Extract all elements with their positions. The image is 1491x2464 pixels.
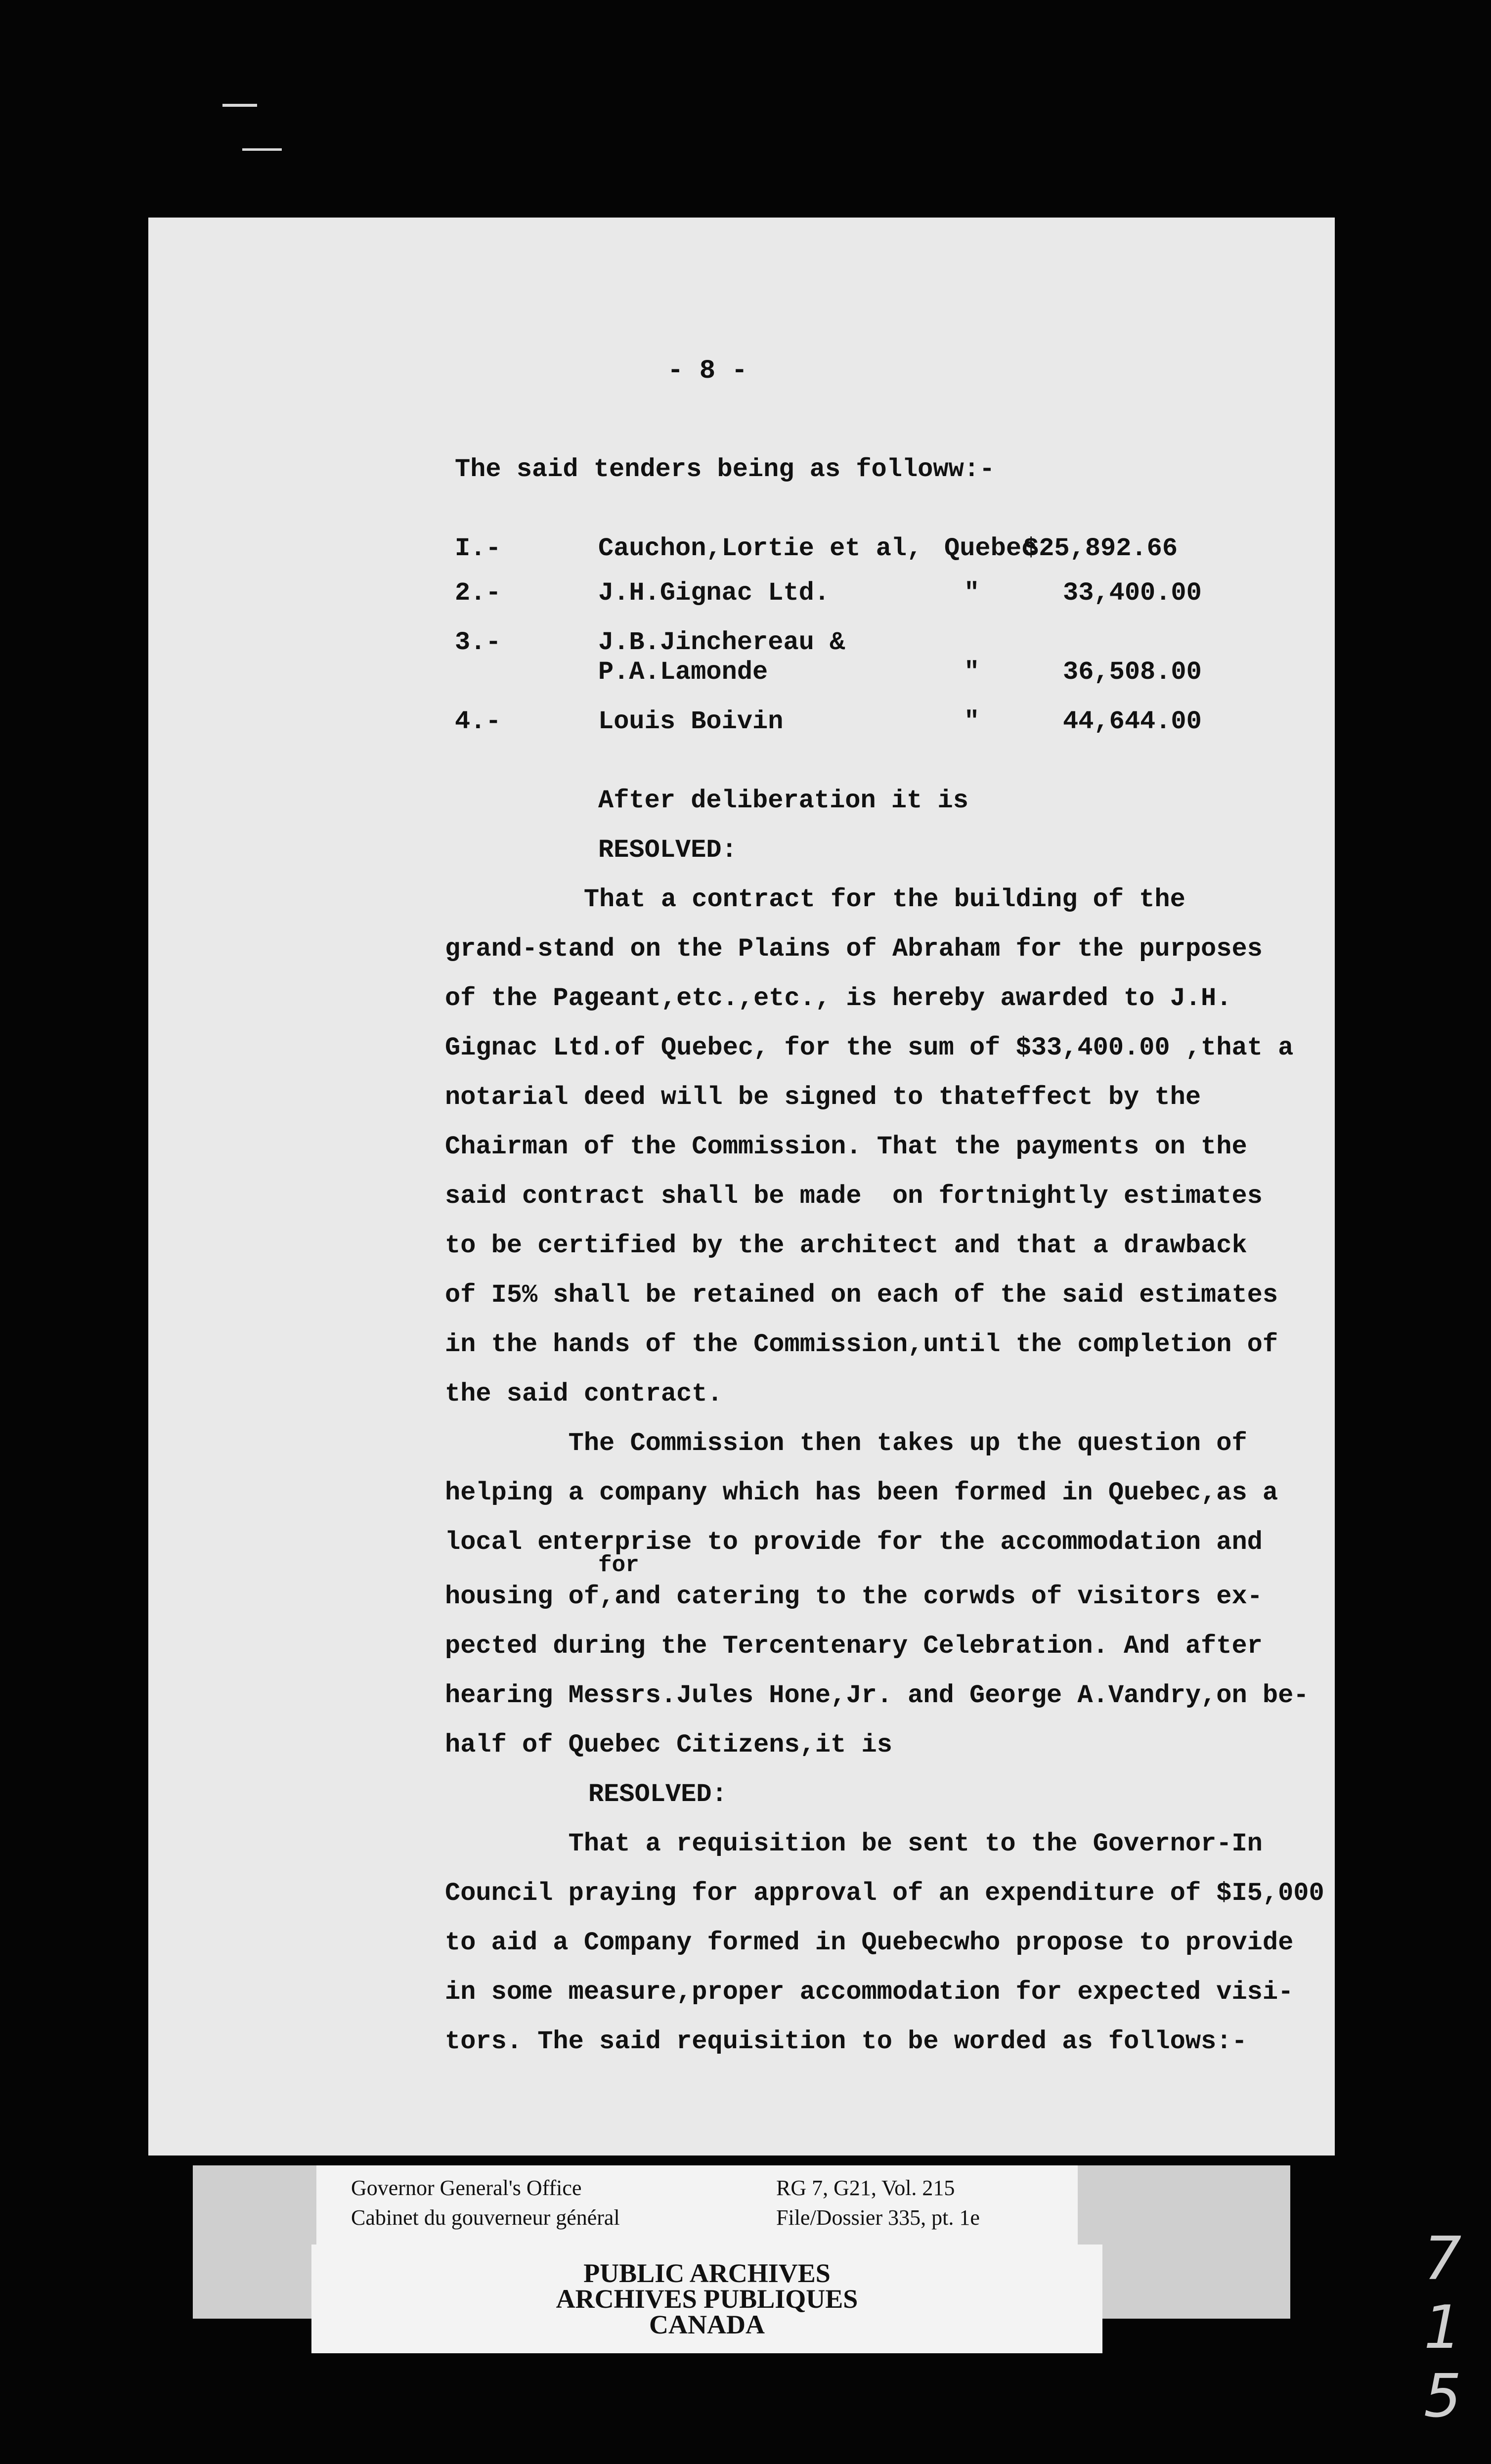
- record-group: RG 7, G21, Vol. 215: [776, 2176, 955, 2200]
- office-french: Cabinet du gouverneur général: [351, 2205, 620, 2230]
- tender-name-continued: P.A.Lamonde: [598, 658, 768, 687]
- tender-place: ": [964, 578, 980, 608]
- text-line: of the Pageant,etc.,etc., is hereby awarded to J.H.: [445, 984, 1232, 1013]
- tender-row: [148, 658, 1335, 687]
- text-line: to be certified by the architect and that a drawback: [445, 1231, 1247, 1260]
- tender-number: 2.-: [455, 578, 501, 608]
- text-line: housing of,and catering to the corwds of visitors ex-: [445, 1582, 1263, 1611]
- public-archives-stamp: [311, 2244, 1102, 2353]
- text-line: to aid a Company formed in Quebecwho propose to provide: [445, 1928, 1294, 1957]
- resolved-heading: RESOLVED:: [598, 836, 737, 865]
- office-english: Governor General's Office: [351, 2176, 582, 2200]
- tender-amount: 33,400.00: [1063, 578, 1202, 608]
- tender-place: ": [964, 658, 980, 687]
- archive-label-strip: [193, 2165, 1290, 2339]
- microfilm-frame-number: 7 1 5: [1424, 2225, 1462, 2431]
- film-scratch: [242, 148, 282, 151]
- tenders-intro: The said tenders being as followw:-: [455, 455, 995, 484]
- archives-line-french: ARCHIVES PUBLIQUES: [556, 2284, 858, 2314]
- tender-amount: $25,892.66: [1023, 534, 1178, 563]
- archives-line-country: CANADA: [649, 2310, 765, 2339]
- text-line: The Commission then takes up the question of: [445, 1429, 1247, 1458]
- handwritten-insertion: for: [598, 1552, 639, 1578]
- text-line: That a contract for the building of the: [445, 885, 1185, 914]
- tender-amount: 44,644.00: [1063, 707, 1202, 736]
- text-line: Gignac Ltd.of Quebec, for the sum of $33,400.00 ,that a: [445, 1033, 1294, 1062]
- text-line: helping a company which has been formed in Quebec,as a: [445, 1478, 1278, 1507]
- tender-name: J.H.Gignac Ltd.: [598, 578, 830, 608]
- text-line: notarial deed will be signed to thateffect by the: [445, 1083, 1201, 1112]
- text-line: in the hands of the Commission,until the completion of: [445, 1330, 1278, 1359]
- tender-number: 4.-: [455, 707, 501, 736]
- text-line: hearing Messrs.Jules Hone,Jr. and George A.Vandry,on be-: [445, 1681, 1309, 1710]
- text-line: of I5% shall be retained on each of the said estimates: [445, 1280, 1278, 1310]
- tender-place: ": [964, 707, 980, 736]
- tender-row: [148, 628, 1335, 658]
- tender-name: J.B.Jinchereau &: [598, 628, 845, 657]
- text-line: local enterprise to provide for the accommodation and: [445, 1528, 1263, 1557]
- archives-line-english: PUBLIC ARCHIVES: [583, 2258, 831, 2288]
- tender-place: Quebec: [944, 534, 1037, 563]
- tender-number: 3.-: [455, 628, 501, 657]
- tender-name: Louis Boivin: [598, 707, 784, 736]
- text-line: said contract shall be made on fortnightly estimates: [445, 1182, 1263, 1211]
- text-line: grand-stand on the Plains of Abraham for the purposes: [445, 934, 1263, 964]
- file-dossier: File/Dossier 335, pt. 1e: [776, 2205, 980, 2230]
- film-scratch: [222, 104, 257, 107]
- tender-row: [148, 534, 1335, 564]
- tender-number: I.-: [455, 534, 501, 563]
- text-line: Council praying for approval of an expenditure of $I5,000: [445, 1879, 1324, 1908]
- text-line: pected during the Tercentenary Celebration. And after: [445, 1631, 1263, 1661]
- text-line: the said contract.: [445, 1379, 723, 1408]
- text-line: tors. The said requisition to be worded as follows:-: [445, 2027, 1247, 2056]
- archive-reference-card: [316, 2165, 1078, 2244]
- tender-row: [148, 578, 1335, 608]
- text-line: That a requisition be sent to the Governor-In: [445, 1829, 1263, 1858]
- resolved-heading: RESOLVED:: [588, 1780, 727, 1809]
- text-line: half of Quebec Citizens,it is: [445, 1730, 892, 1760]
- tender-row: [148, 707, 1335, 737]
- document-page: [148, 218, 1335, 2156]
- page-number: - 8 -: [667, 356, 748, 386]
- tender-amount: 36,508.00: [1063, 658, 1202, 687]
- text-line: Chairman of the Commission. That the payments on the: [445, 1132, 1247, 1161]
- text-line: in some measure,proper accommodation for expected visi-: [445, 1978, 1294, 2007]
- tender-name: Cauchon,Lortie et al,: [598, 534, 922, 563]
- after-deliberation: After deliberation it is: [598, 786, 968, 815]
